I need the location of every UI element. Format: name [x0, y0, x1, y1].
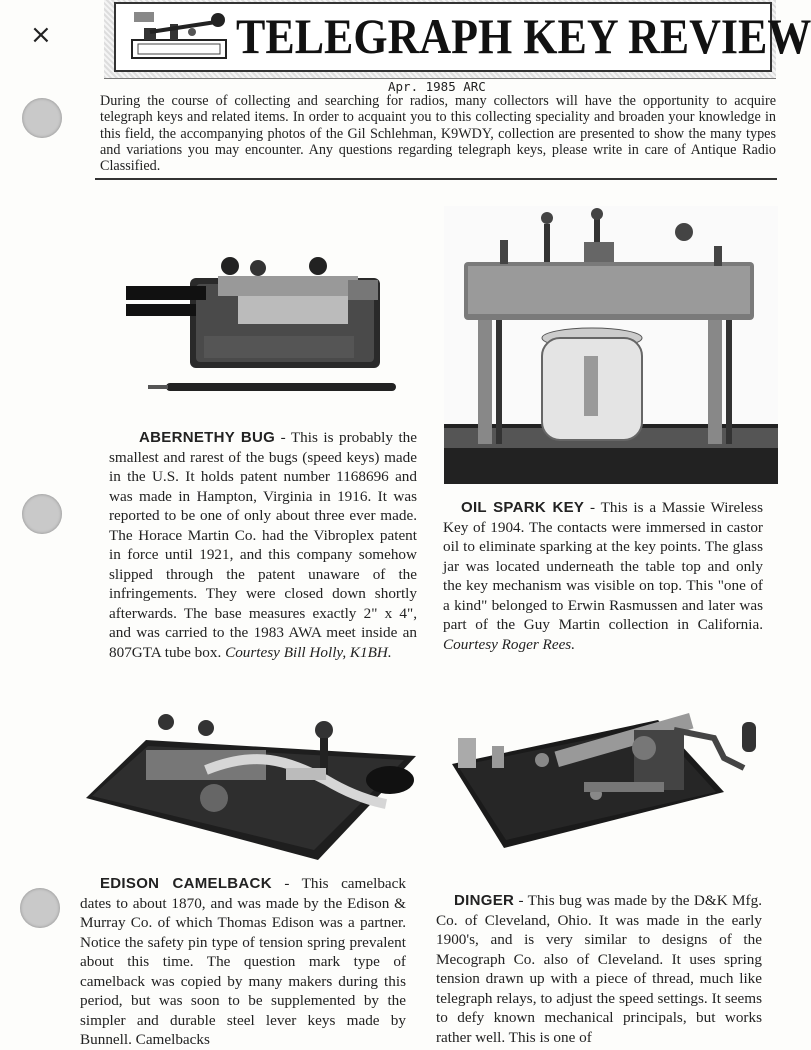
entry-heading: ABERNETHY BUG: [139, 429, 276, 446]
page-title: TELEGRAPH KEY REVIEW: [236, 8, 811, 64]
telegraph-key-logo-icon: [130, 10, 230, 64]
entry-edison-camelback: [80, 874, 406, 1050]
entry-heading: OIL SPARK KEY: [461, 499, 585, 516]
entry-dinger: [436, 891, 762, 1047]
entry-credit: Courtesy Bill Holly, K1BH.: [225, 643, 392, 661]
abernethy-bug-photo: [118, 240, 418, 410]
dinger-caption-clip: [436, 891, 766, 1046]
edison-caption-clip: [80, 874, 410, 1048]
margin-x-mark: ×: [30, 20, 52, 50]
section-divider: [95, 178, 777, 180]
binder-hole: [22, 98, 62, 138]
intro-paragraph: During the course of collecting and searching for radios, many collectors will have the opportunity to acquire telegraph keys and related items. In order to acquaint you to this collecting speciality and broaden your knowledge in this field, the accompanying photos of the Gil Schlehman, K9WDY, collection are presented to show the many types and variations you may encounter. Any questions regarding telegraph keys, please write in care of Antique Radio Classified.: [100, 93, 776, 175]
masthead-banner: [104, 0, 811, 79]
entry-body: - This camelback dates to about 1870, and was made by the Edison & Murray Co. of which Thomas Edison was a partner. Notice the safety pin type of tension spring prevalent about this time. The question mark type of camelback was copied by many makers during this period, but was soon to be supplemented by the simpler and durable steel lever keys made by Bunnell. Camelbacks: [80, 875, 406, 1048]
binder-hole: [20, 888, 60, 928]
entry-credit: Courtesy Roger Rees.: [443, 635, 576, 653]
entry-heading: EDISON CAMELBACK: [100, 875, 272, 892]
oil-spark-key-photo: [444, 206, 778, 484]
entry-body: - This bug was made by the D&K Mfg. Co. of Cleveland, Ohio. It was made in the early 1900's, and is very similar to designs of the Mecograph Co. also of Cleveland. It uses spring tension drawn up with a piece of thread, much like telegraph relays, to adjust the speed settings. It seems to defy known mechanical principals, but works rather well. This is one of: [436, 892, 762, 1046]
entry-oil-spark-key: [443, 498, 763, 654]
edison-camelback-photo: [86, 710, 416, 860]
dinger-bug-photo: [444, 708, 776, 848]
entry-heading: DINGER: [454, 892, 515, 909]
masthead-frame: [114, 2, 811, 72]
binder-hole: [22, 494, 62, 534]
dateline: Apr. 1985 ARC: [388, 79, 486, 94]
entry-abernethy-bug: [109, 428, 417, 662]
entry-body: - This is a Massie Wireless Key of 1904. The contacts were immersed in castor oil to eliminate sparking at the key points. The glass jar was located underneath the table top and only the key mechanism was visible on top. This "one of a kind" belonged to Erwin Rasmussen and later was part of the Guy Martin collection in California.: [443, 499, 763, 633]
entry-body: - This is probably the smallest and rarest of the bugs (speed keys) made in the U.S. It holds patent number 1168696 and was made in Hampton, Virginia in 1916. It was reported to be one of only about three ever made. The Horace Martin Co. had the Vibroplex patent in force until 1921, and this company somehow slipped through the patent unaware of the infringements. They were closed down shortly afterwards. The base measures exactly 2" x 4", and was carried to the 1983 AWA meet inside an 807GTA tube box.: [109, 429, 417, 661]
